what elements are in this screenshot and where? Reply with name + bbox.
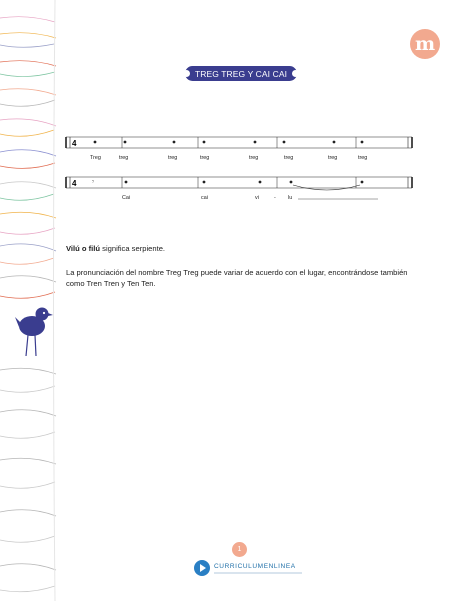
note	[290, 181, 293, 184]
page-number: 1	[232, 542, 247, 557]
paragraph-pronunciation: La pronunciación del nombre Treg Treg puede variar de acuerdo con el lugar, encontrándose también como Tren Tren y Ten Ten.	[66, 268, 408, 288]
note	[173, 141, 176, 144]
note	[259, 181, 262, 184]
staff-2	[66, 177, 412, 190]
paragraph-meaning-text: significa serpiente.	[100, 244, 166, 253]
footer-logo[interactable]	[194, 560, 304, 580]
note	[94, 141, 97, 144]
banner-dot-left	[183, 70, 190, 77]
decorative-strands	[0, 0, 70, 601]
lyric-2-5: lu	[288, 195, 293, 201]
slur	[293, 185, 360, 190]
lyric-2-4: -	[274, 195, 276, 201]
music-score	[62, 128, 420, 208]
lyric-1-7: treg	[328, 155, 338, 161]
note	[361, 141, 364, 144]
lyric-1-4: treg	[200, 155, 210, 161]
lyric-1-6: treg	[284, 155, 294, 161]
lyric-1-8: treg	[358, 155, 368, 161]
svg-text:4: 4	[72, 179, 77, 188]
play-arrow-icon	[194, 560, 210, 576]
lyric-1-2: treg	[119, 155, 129, 161]
bird-icon	[14, 306, 54, 358]
banner-dot-right	[292, 70, 299, 77]
note	[203, 141, 206, 144]
note	[254, 141, 257, 144]
staff-1	[66, 137, 412, 148]
note	[125, 181, 128, 184]
note	[361, 181, 364, 184]
svg-text:4: 4	[72, 139, 77, 148]
lyric-1-1: Treg	[90, 155, 101, 161]
lyric-2-2: cai	[201, 195, 208, 201]
rest-symbol: 𝄾	[92, 179, 94, 186]
footer-tagline-bar	[214, 572, 302, 574]
title-banner	[185, 66, 297, 81]
lyric-2-1: Cai	[122, 195, 131, 201]
note	[203, 181, 206, 184]
note	[124, 141, 127, 144]
page-title: TREG TREG Y CAI CAI	[194, 68, 288, 79]
footer-logo-text: CURRICULUMENLINEA	[214, 563, 296, 570]
lyric-1-5: treg	[249, 155, 259, 161]
note	[283, 141, 286, 144]
lyric-2-3: vi	[255, 195, 259, 201]
lyric-1-3: treg	[168, 155, 178, 161]
note	[333, 141, 336, 144]
term-bold: Vilú o filú	[66, 244, 101, 253]
paragraph-meaning	[66, 243, 426, 254]
brand-logo-icon: m	[410, 29, 440, 59]
